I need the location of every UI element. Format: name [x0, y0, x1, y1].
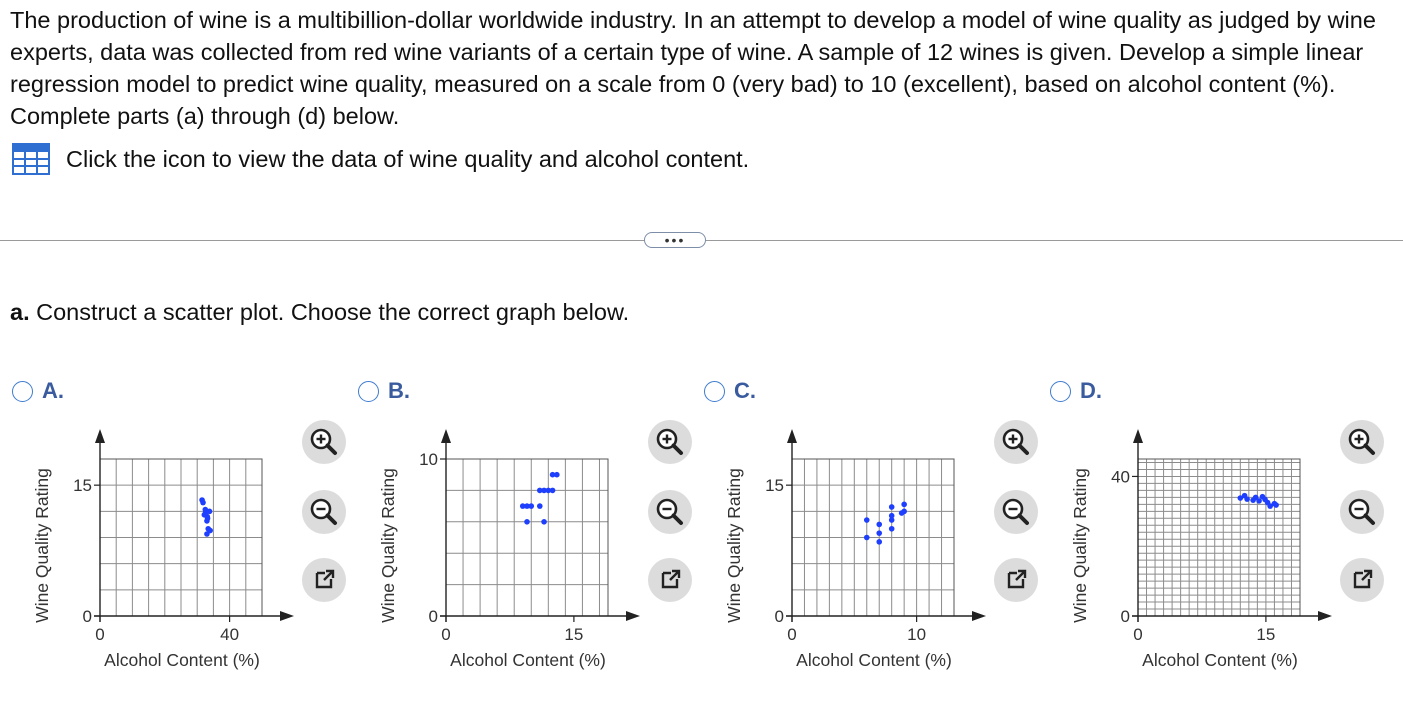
x-tick-label: 0 [787, 625, 797, 644]
scatter-plot [704, 372, 1004, 692]
x-tick-label: 0 [441, 625, 451, 644]
y-tick-label: 40 [1111, 467, 1130, 487]
x-tick-label: 15 [1256, 625, 1276, 644]
y-axis-label: Wine Quality Rating [32, 468, 52, 623]
option-letter: A. [42, 378, 64, 403]
y-tick-label: 15 [73, 476, 92, 496]
y-axis-label: Wine Quality Rating [724, 468, 744, 623]
zoom-out-button[interactable] [994, 490, 1038, 534]
data-point [899, 510, 905, 516]
plot-frame [446, 459, 608, 616]
x-tick-label: 15 [564, 625, 584, 644]
x-tick-label: 0 [1133, 625, 1143, 644]
data-link[interactable] [12, 143, 749, 175]
data-point [876, 530, 882, 536]
zoom-in-icon[interactable] [994, 420, 1038, 464]
zoom-out-button[interactable] [1340, 490, 1384, 534]
x-tick-label: 10 [907, 625, 927, 644]
answer-option-c [704, 372, 1050, 692]
data-point [889, 504, 895, 510]
part-a-text: Construct a scatter plot. Choose the correct graph below. [36, 299, 630, 325]
x-axis-label: Alcohol Content (%) [450, 650, 606, 670]
data-point [864, 517, 870, 523]
x-axis-arrow [626, 611, 640, 621]
data-point [528, 503, 534, 509]
data-point [524, 519, 530, 525]
open-external-button[interactable] [302, 558, 346, 602]
data-point [554, 472, 560, 478]
data-link-text[interactable]: Click the icon to view the data of wine quality and alcohol content. [66, 145, 750, 172]
open-external-button[interactable] [648, 558, 692, 602]
option-letter: B. [388, 378, 410, 403]
y-axis-label: Wine Quality Rating [378, 468, 398, 623]
zoom-in-button[interactable] [302, 420, 346, 464]
data-point [200, 500, 206, 506]
data-point [901, 502, 907, 508]
y-tick-label: 0 [1120, 607, 1130, 626]
data-point [550, 488, 556, 494]
open-external-icon[interactable] [648, 558, 692, 602]
data-point [889, 513, 895, 519]
y-tick-label: 0 [428, 607, 438, 626]
zoom-in-button[interactable] [1340, 420, 1384, 464]
zoom-in-icon[interactable] [648, 420, 692, 464]
x-axis-label: Alcohol Content (%) [104, 650, 260, 670]
data-point [876, 539, 882, 545]
data-point [864, 535, 870, 541]
data-point [876, 522, 882, 528]
zoom-in-button[interactable] [994, 420, 1038, 464]
zoom-out-icon[interactable] [1340, 490, 1384, 534]
zoom-out-icon[interactable] [302, 490, 346, 534]
zoom-out-button[interactable] [302, 490, 346, 534]
data-point [889, 526, 895, 532]
data-point [1273, 502, 1279, 508]
y-axis-arrow [441, 429, 451, 443]
zoom-out-button[interactable] [648, 490, 692, 534]
open-external-button[interactable] [994, 558, 1038, 602]
open-external-icon[interactable] [994, 558, 1038, 602]
zoom-out-icon[interactable] [994, 490, 1038, 534]
x-axis-arrow [972, 611, 986, 621]
data-point [204, 514, 210, 520]
open-external-button[interactable] [1340, 558, 1384, 602]
zoom-in-icon[interactable] [1340, 420, 1384, 464]
data-point [541, 519, 547, 525]
zoom-out-icon[interactable] [648, 490, 692, 534]
y-axis-arrow [1133, 429, 1143, 443]
zoom-in-button[interactable] [648, 420, 692, 464]
option-letter: D. [1080, 378, 1102, 403]
table-grid-icon[interactable] [12, 143, 50, 175]
y-axis-label: Wine Quality Rating [1070, 468, 1090, 623]
x-axis-label: Alcohol Content (%) [1142, 650, 1298, 670]
x-axis-label: Alcohol Content (%) [796, 650, 952, 670]
data-point [537, 503, 543, 509]
x-tick-label: 0 [95, 625, 105, 644]
data-point [203, 507, 209, 513]
answer-option-d [1050, 372, 1396, 692]
part-a-question [10, 299, 629, 326]
data-point [1244, 496, 1250, 502]
y-tick-label: 0 [774, 607, 784, 626]
open-external-icon[interactable] [302, 558, 346, 602]
open-external-icon[interactable] [1340, 558, 1384, 602]
part-a-label: a. [10, 299, 30, 325]
y-axis-arrow [787, 429, 797, 443]
scatter-plot [358, 372, 658, 692]
answer-option-b [358, 372, 704, 692]
y-axis-arrow [95, 429, 105, 443]
x-axis-arrow [280, 611, 294, 621]
show-more-button[interactable]: ••• [644, 232, 706, 248]
x-tick-label: 40 [220, 625, 240, 644]
y-tick-label: 0 [82, 607, 92, 626]
problem-text: The production of wine is a multibillion-dollar worldwide industry. In an attempt to develop a model of wine quality as judged by wine experts, data was collected from red wine variants of a certain type of wine. A sample of 12 wines is given. Develop a simple linear regression model to predict wine quality, measured on a scale from 0 (very bad) to 10 (excellent), based on alcohol content (%). Complete parts (a) through (d) below. [10, 7, 1376, 129]
y-tick-label: 15 [765, 476, 784, 496]
plot-frame [1138, 459, 1300, 616]
answer-option-a [12, 372, 358, 692]
scatter-plot [12, 372, 312, 692]
option-letter: C. [734, 378, 756, 403]
data-point [207, 528, 213, 534]
scatter-plot [1050, 372, 1350, 692]
zoom-in-icon[interactable] [302, 420, 346, 464]
y-tick-label: 10 [419, 450, 438, 469]
x-axis-arrow [1318, 611, 1332, 621]
